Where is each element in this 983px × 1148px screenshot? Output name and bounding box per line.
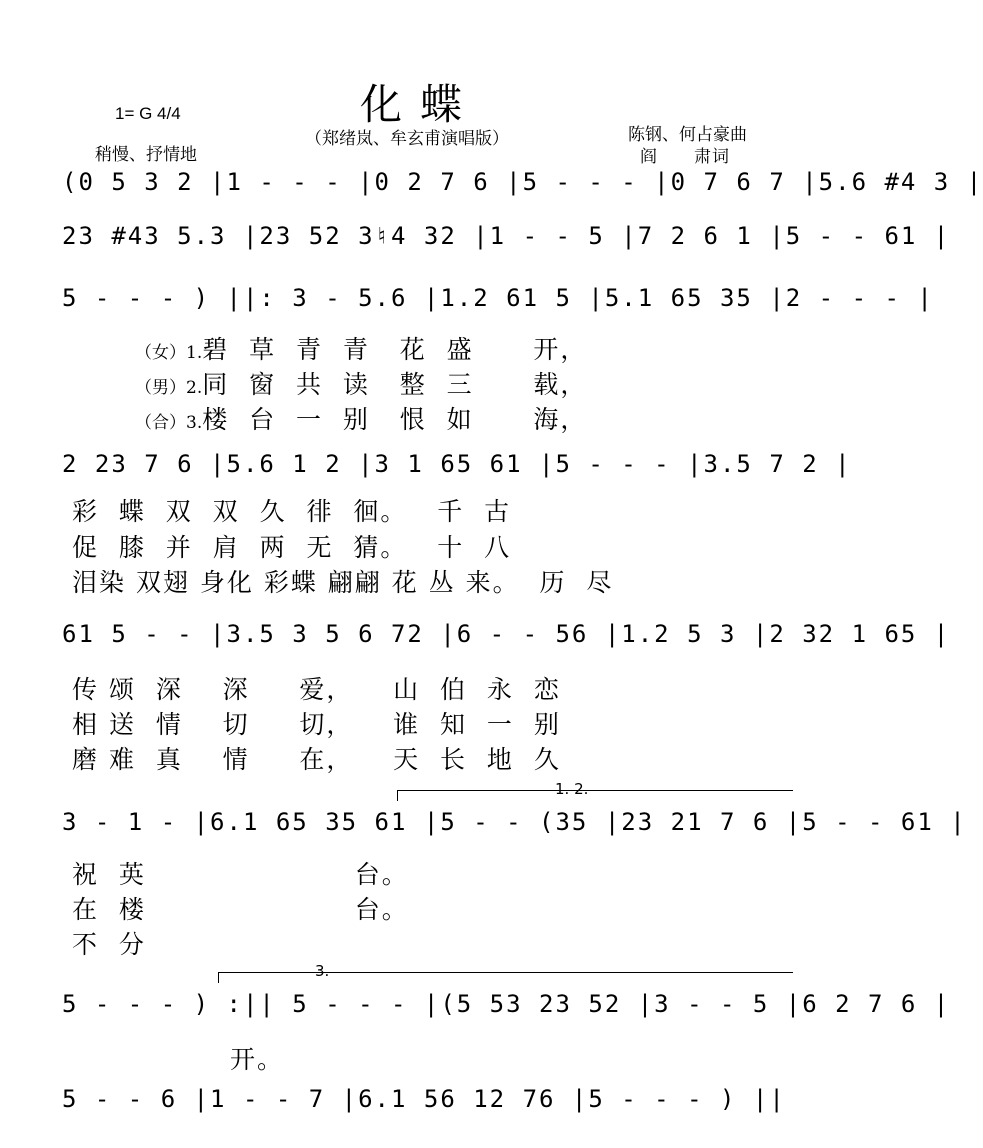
tempo-marking: 稍慢、抒情地 bbox=[95, 145, 197, 165]
volta-label-1-2: 1. 2. bbox=[555, 780, 589, 798]
lyric-verse3-seg2: 泪染 双翅 身化 彩蝶 翩翩 花 丛 来。 历 尽 bbox=[72, 568, 614, 597]
lyric-verse3-seg1: （合）3.楼 台 一 别 恨 如 海， bbox=[135, 405, 588, 434]
lyric-verse2-seg4: 在 楼 台。 bbox=[72, 895, 409, 924]
score-line-2: 23 #43 5.3 |23 52 3♮4 32 |1 - - 5 |7 2 6 1 |5 - - 61 | bbox=[62, 222, 951, 250]
score-line-6: 3 - 1 - |6.1 65 35 61 |5 - - (35 |23 21 7 6 |5 - - 61 | bbox=[62, 808, 967, 836]
score-line-7: 5 - - - ) :|| 5 - - - |(5 53 23 52 |3 - - 5 |6 2 7 6 | bbox=[62, 990, 951, 1018]
lyric-verse1-seg1: （女）1.碧 草 青 青 花 盛 开， bbox=[135, 335, 588, 364]
verse-3-label: （合）3. bbox=[135, 413, 203, 433]
lyric-verse1-seg3: 传 颂 深 深 爱， 山 伯 永 恋 bbox=[72, 675, 561, 704]
score-line-3: 5 - - - ) ||: 3 - 5.6 |1.2 61 5 |5.1 65 35 |2 - - - | bbox=[62, 284, 934, 312]
composer-credit: 陈钢、何占豪曲 bbox=[628, 125, 747, 145]
lyricist-credit: 阎 肃词 bbox=[640, 147, 730, 167]
lyric-verse2-seg1: （男）2.同 窗 共 读 整 三 载， bbox=[135, 370, 588, 399]
lyric-verse1-seg4: 祝 英 台。 bbox=[72, 860, 409, 889]
volta-label-3: 3. bbox=[315, 962, 330, 980]
volta-bracket-3 bbox=[218, 972, 793, 983]
volta-bracket-1-2 bbox=[397, 790, 793, 801]
verse-1-label: （女）1. bbox=[135, 343, 203, 363]
verse-2-label: （男）2. bbox=[135, 378, 203, 398]
song-title: 化蝶 bbox=[360, 80, 481, 129]
lyric-verse2-seg2: 促 膝 并 肩 两 无 猜。 十 八 bbox=[72, 533, 512, 562]
lyric-verse1-seg2: 彩 蝶 双 双 久 徘 徊。 千 古 bbox=[72, 497, 512, 526]
score-line-5: 61 5 - - |3.5 3 5 6 72 |6 - - 56 |1.2 5 3 |2 32 1 65 | bbox=[62, 620, 951, 648]
lyric-verse3-seg3: 磨 难 真 情 在， 天 长 地 久 bbox=[72, 745, 561, 774]
subtitle: （郑绪岚、牟玄甫演唱版） bbox=[305, 129, 509, 149]
score-line-1: (0 5 3 2 |1 - - - |0 2 7 6 |5 - - - |0 7 6 7 |5.6 #4 3 | bbox=[62, 168, 983, 196]
lyric-verse2-seg3: 相 送 情 切 切， 谁 知 一 别 bbox=[72, 710, 561, 739]
score-line-4: 2 23 7 6 |5.6 1 2 |3 1 65 61 |5 - - - |3.5 7 2 | bbox=[62, 450, 852, 478]
lyric-verse3-end: 开。 bbox=[230, 1045, 285, 1074]
score-line-8: 5 - - 6 |1 - - 7 |6.1 56 12 76 |5 - - - ) || bbox=[62, 1085, 786, 1113]
key-signature: 1= G 4/4 bbox=[115, 104, 181, 123]
lyric-verse3-seg4: 不 分 bbox=[72, 930, 146, 959]
